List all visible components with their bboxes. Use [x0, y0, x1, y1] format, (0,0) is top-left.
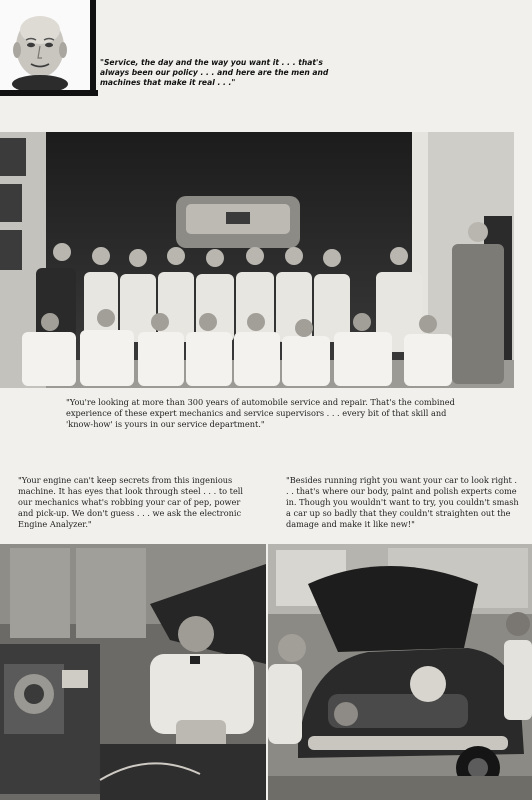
dealer-portrait — [0, 0, 96, 90]
header-rule — [0, 90, 98, 96]
engine-analyzer-caption: "Your engine can't keep secrets from this ingenious machine. It has eyes that look through steel . . . to tell our mechanics what's robbing your car of pep, power and pick-up. We don't guess . . . we ask the electronic Engine Analyzer." — [18, 475, 244, 529]
dealer-quote: "Service, the day and the way you want it . . . that's always been our policy . . . and here are the men and machines that make it real . . ." — [100, 58, 329, 87]
body-shop-caption: "Besides running right you want your car to look right . . . that's where our body, paint and polish experts come in. Though you wouldn't want to try, you couldn't smash a car up so badly that they couldn't straighten out the damage and make it like new!" — [286, 475, 519, 529]
mechanics-group-photo — [0, 132, 514, 388]
engine-analyzer-photo — [0, 544, 266, 800]
body-shop-photo — [268, 544, 532, 800]
group-photo-caption: "You're looking at more than 300 years of automobile service and repair. That's the combined experience of these expert mechanics and service supervisors . . . every bit of that skill and 'know-how' is yours in our service department." — [66, 397, 455, 429]
